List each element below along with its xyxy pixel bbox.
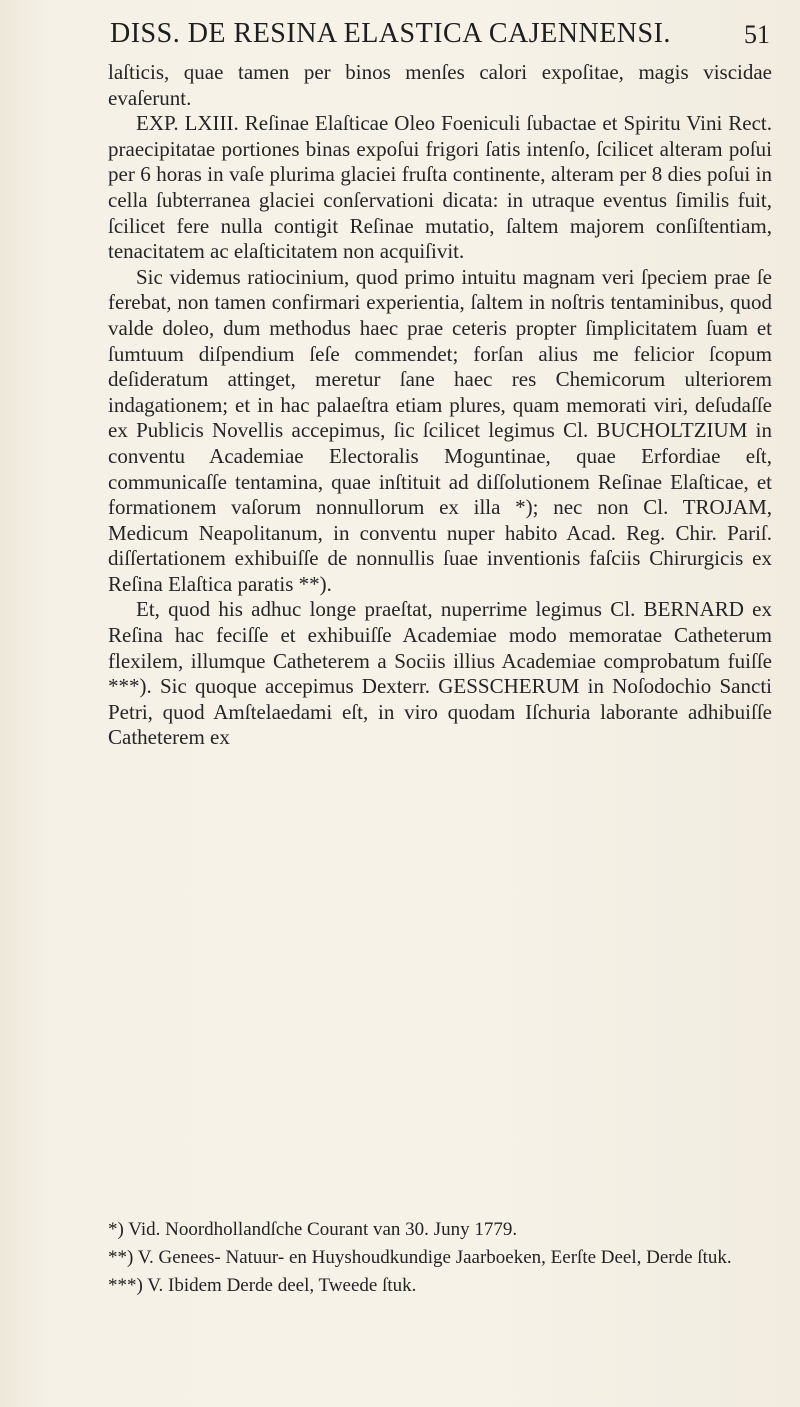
paragraph-reasoning: Sic videmus ratiocinium, quod primo intuitu magnam veri ſpeciem prae ſe ferebat, non tamen confirmari experientia, ſaltem in noſtris tentaminibus, quod valde doleo, dum methodus haec prae ceteris propter ſimplicitatem ſuam et ſumtuum diſpendium ſeſe commendet; forſan alius me felicior ſcopum deſideratum attinget, meretur ſane haec res Chemicorum ulteriorem indagationem; et in hac palaeſtra etiam plures, quam memorati viri, deſudaſſe ex Publicis Novellis accepimus, ſic ſcilicet legimus Cl. BUCHOLTZIUM in conventu Academiae Electoralis Moguntinae, quae Erfordiae eſt, communicaſſe tentamina, quae inſtituit ad diſſolutionem Reſinae Elaſticae, et formationem vaſorum nonnullorum ex illa *); nec non Cl. TROJAM, Medicum Neapolitanum, in conventu nuper habito Acad. Reg. Chir. Pariſ. diſſertationem exhibuiſſe de nonnullis ſuae inventionis faſciis Chirurgicis ex Reſina Elaſtica paratis **). (108, 264, 772, 596)
footnote-1: *) Vid. Noordhollandſche Courant van 30. Juny 1779. (108, 1219, 518, 1240)
running-head: DISS. DE RESINA ELASTICA CAJENNENSI. (110, 18, 671, 49)
paragraph-catheter: Et, quod his adhuc longe praeſtat, nuperrime legimus Cl. BERNARD ex Reſina hac feciſſe et exhibuiſſe Academiae modo memoratae Catheterum flexilem, illumque Catheterem a Sociis illius Academiae comprobatum fuiſſe ***). Sic quoque accepimus Dexterr. GESSCHERUM in Noſodochio Sancti Petri, quod Amſtelaedami eſt, in viro quodam Iſchuria laborante adhibuiſſe Catheterem ex (108, 597, 772, 750)
paragraph-experiment-63: EXP. LXIII. Reſinae Elaſticae Oleo Foeniculi ſubactae et Spiritu Vini Rect. praecipitatae portiones binas expoſui frigori ſatis intenſo, ſcilicet alteram poſui per 6 horas in vaſe plurima glaciei fruſta continente, alteram per 8 dies poſui in cella ſubterranea glaciei conſervationi dicata: in utraque eventus ſimilis fuit, ſcilicet fere nulla contigit Reſinae mutatio, ſaltem majorem conſiſtentiam, tenacitatem ac elaſticitatem non acquiſivit. (108, 111, 772, 264)
body-text (108, 60, 772, 751)
footnote-2: **) V. Genees- Natuur- en Huyshoudkundige Jaarboeken, Eerſte Deel, Derde ſtuk. (108, 1247, 732, 1268)
page-number: 51 (744, 20, 770, 49)
page-header (110, 18, 770, 58)
footnotes (108, 1218, 772, 1302)
paragraph-continuation: laſticis, quae tamen per binos menſes calori expoſitae, magis viscidae evaſerunt. (108, 60, 772, 110)
footnote-3: ***) V. Ibidem Derde deel, Tweede ſtuk. (108, 1275, 417, 1296)
